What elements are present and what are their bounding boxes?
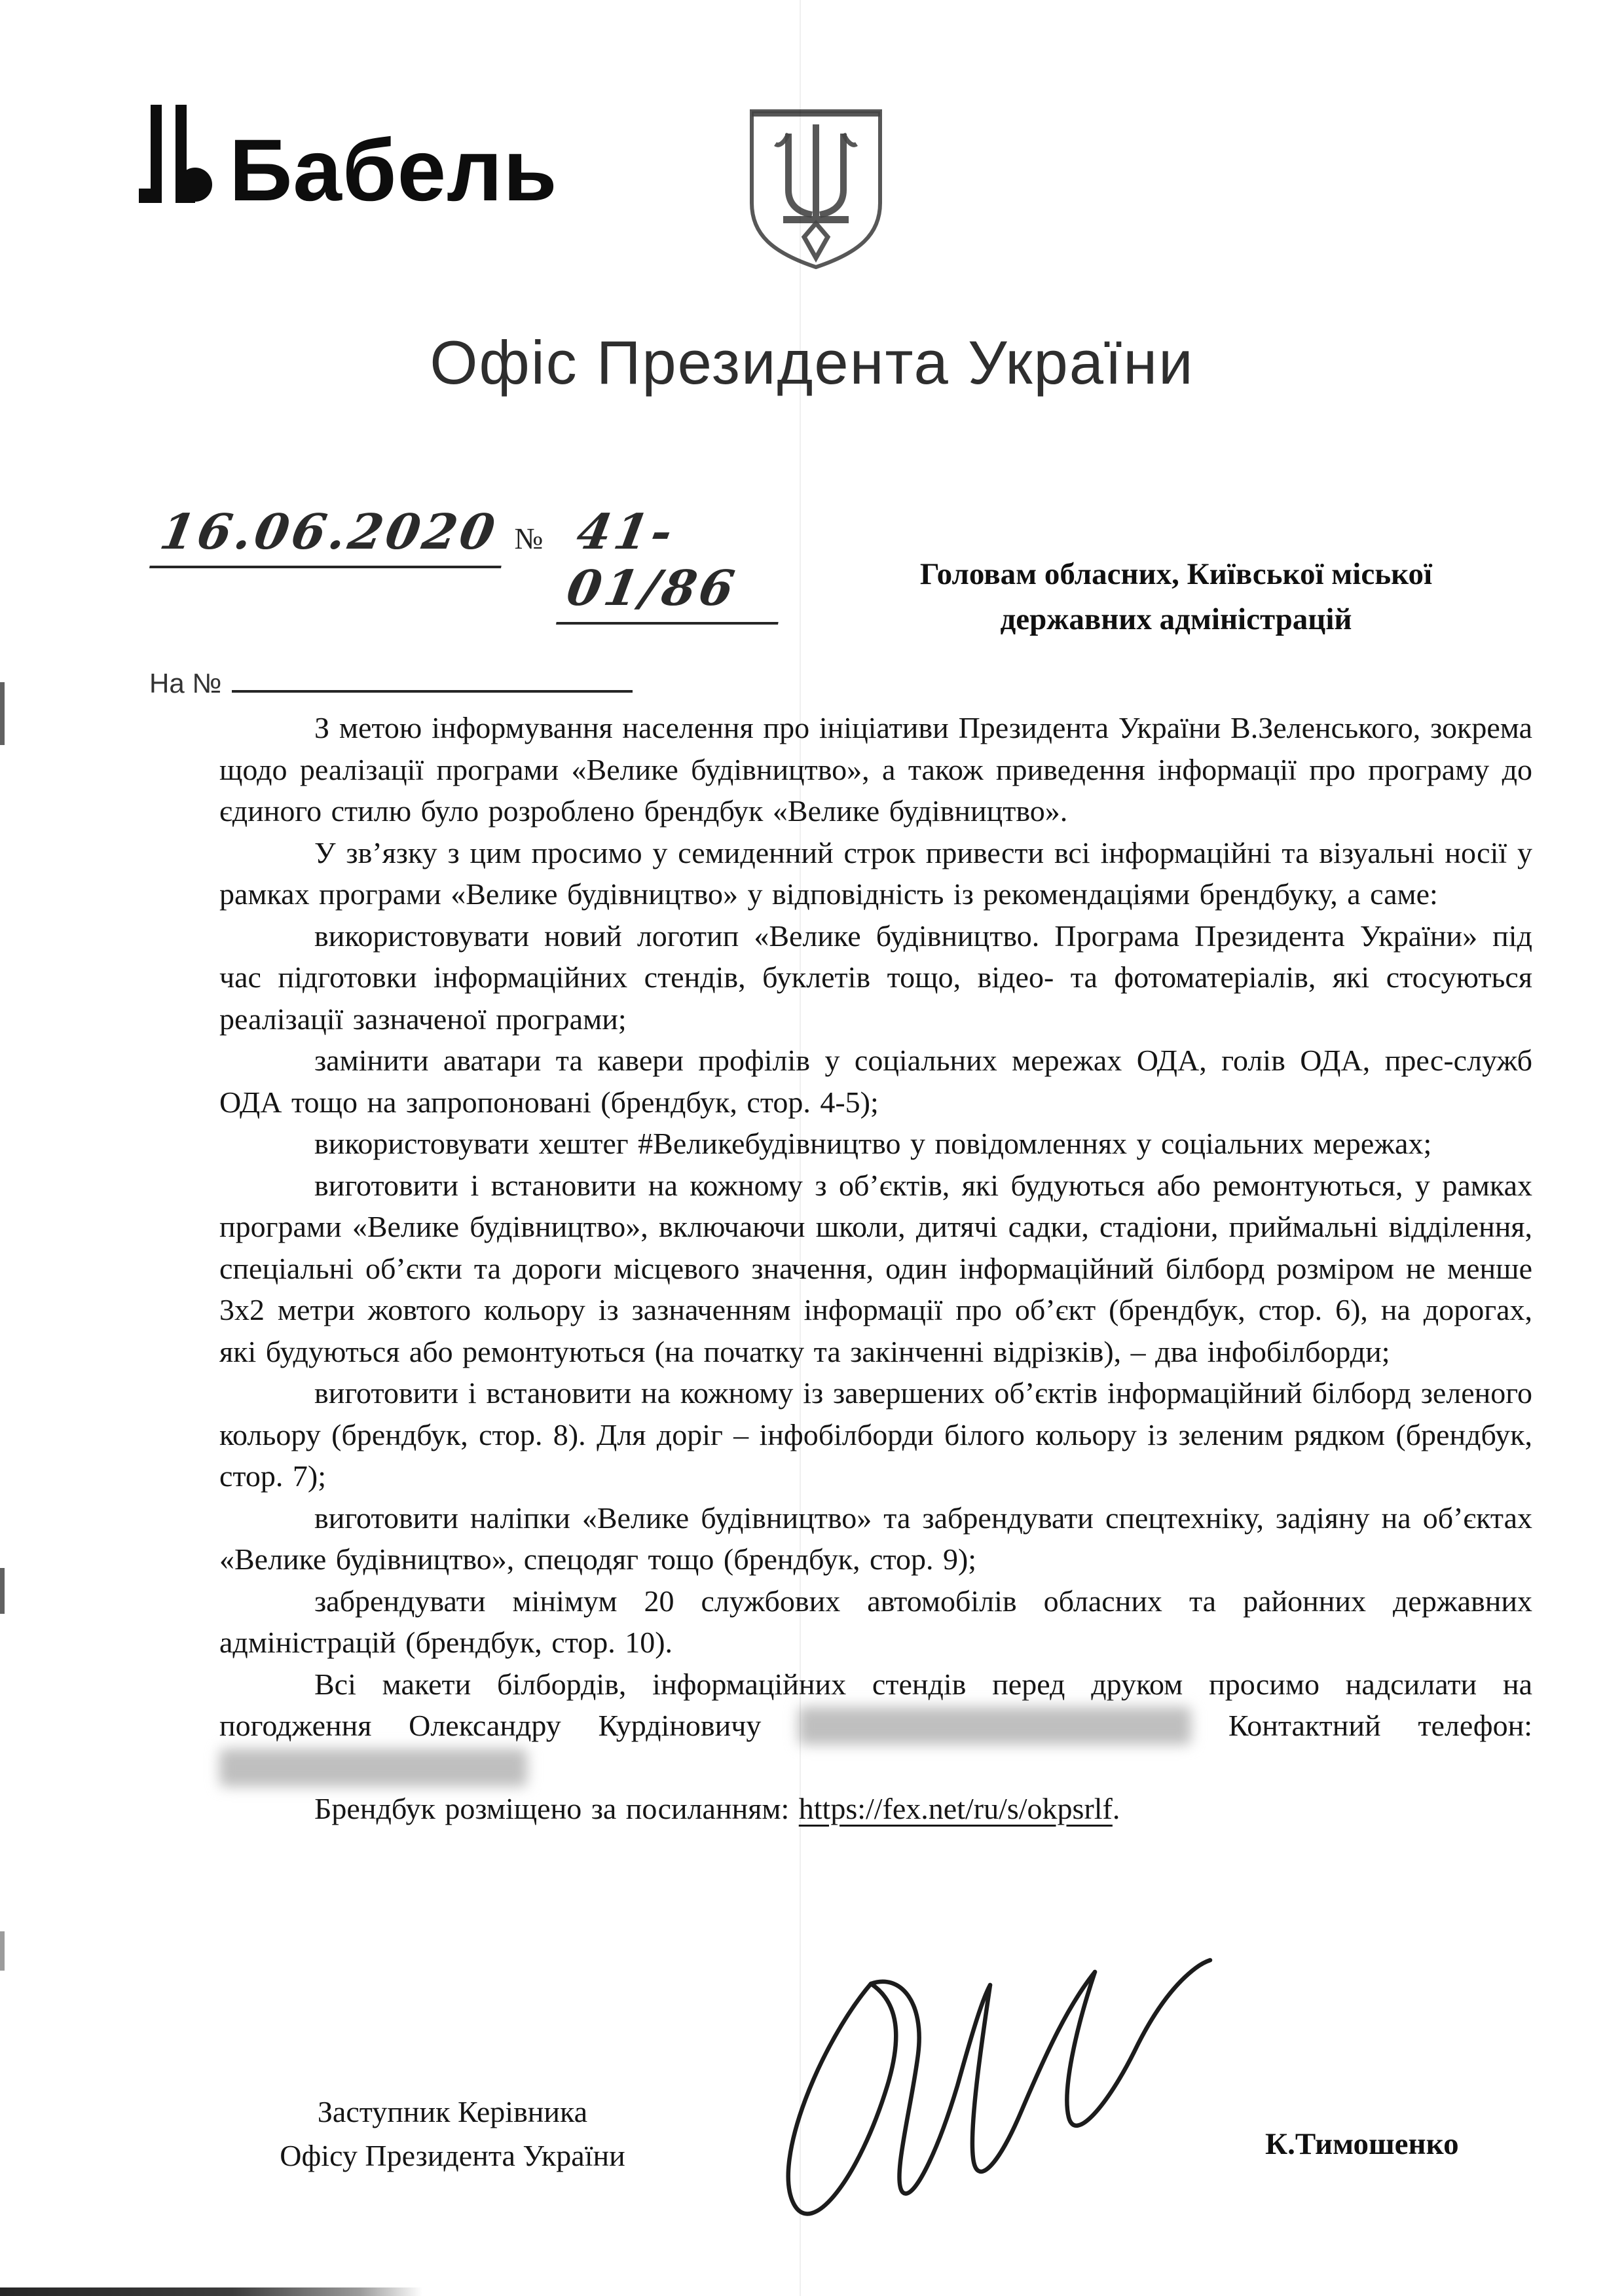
handwritten-number: 41-01/86	[556, 504, 799, 625]
brandbook-link-prefix: Брендбук розміщено за посиланням:	[314, 1792, 799, 1825]
handwritten-date: 16.06.2020	[149, 504, 513, 568]
body-paragraph-9: забрендувати мінімум 20 службових автомобілів обласних та районних державних адміністрацій (брендбук, стор. 10).	[219, 1584, 1532, 1659]
body-paragraph-8: виготовити наліпки «Велике будівництво» та забрендувати спецтехніку, задіяну на об’єктах «Велике будівництво», спецодяг тощо (брендбук, стор. 9);	[219, 1501, 1532, 1576]
date-number-row	[149, 504, 778, 625]
reply-reference-label: На №	[149, 668, 222, 699]
body-paragraph-4: замінити аватари та кавери профілів у соціальних мережах ОДА, голів ОДА, прес-служб ОДА тощо на запропоновані (брендбук, стор. 4-5);	[219, 1044, 1532, 1119]
reply-reference-row	[149, 663, 778, 699]
addressee-line1: Головам обласних, Київської міської	[919, 557, 1433, 591]
brandbook-link[interactable]: https://fex.net/ru/s/okpsrlf	[798, 1792, 1113, 1825]
scan-edge-artifact	[0, 682, 5, 745]
ukraine-trident-emblem-icon	[747, 106, 885, 274]
signatory-title	[261, 2090, 644, 2178]
signatory-title-line2: Офісу Президента України	[280, 2139, 625, 2172]
babel-logo	[139, 105, 558, 219]
org-name-heading: Офіс Президента України	[430, 328, 1194, 397]
babel-logo-icon	[139, 105, 212, 206]
signatory-title-line1: Заступник Керівника	[317, 2095, 588, 2128]
scan-edge-artifact	[0, 1931, 5, 1971]
body-paragraph-6: виготовити і встановити на кожному з об’єктів, які будуються або ремонтуються, у рамках програми «Велике будівництво», включаючи школи, дитячі садки, стадіони, приймальні відділення, спеціальні об’єкти та дороги місцевого значення, один інформаційний білборд розміром не менше 3х2 метри жовтого кольору із зазначенням інформації про об’єкт (брендбук, стор. 6), на дорогах, які будуються або ремонтуються (на початку та закінченні відрізків), – два інфобілборди;	[219, 1168, 1532, 1368]
body-paragraph-2: У зв’язку з цим просимо у семиденний строк привести всі інформаційні та візуальні носії у рамках програми «Велике будівництво» у відповідність із рекомендаціями брендбуку, а саме:	[219, 835, 1532, 911]
reference-block	[149, 504, 778, 699]
contact-text: Всі макети білбордів, інформаційних стендів перед друком просимо надсилати на погодження Олександру Курдіновичу	[219, 1667, 1532, 1742]
number-sign: №	[514, 522, 544, 555]
redacted-phone	[219, 1749, 527, 1787]
signatory-name: К.Тимошенко	[1265, 2127, 1459, 2161]
handwritten-signature	[674, 1956, 1238, 2241]
body-paragraph-1: З метою інформування населення про ініціативи Президента України В.Зеленського, зокрема щодо реалізації програми «Велике будівництво», а також приведення інформації про програму до єдиного стилю було розроблено брендбук «Велике будівництво».	[219, 711, 1532, 828]
addressee-block	[833, 552, 1519, 642]
body-paragraph-contact	[219, 1664, 1532, 1789]
contact-phone-label: Контактний телефон:	[1228, 1709, 1532, 1742]
body-paragraph-5: використовувати хештег #Великебудівництво у повідомленнях у соціальних мережах;	[314, 1127, 1432, 1160]
babel-logo-text: Бабель	[229, 122, 558, 219]
letter-body	[219, 707, 1532, 1830]
redacted-email	[798, 1707, 1191, 1745]
addressee-line2: державних адміністрацій	[1000, 602, 1352, 636]
body-paragraph-link	[219, 1788, 1532, 1830]
brandbook-link-suffix: .	[1112, 1792, 1120, 1825]
scan-fold-line	[800, 0, 801, 2296]
body-paragraph-7: виготовити і встановити на кожному із завершених об’єктів інформаційний білборд зеленого кольору (брендбук, стор. 8). Для доріг – інфобілборди білого кольору із зеленим рядком (брендбук, стор. 7);	[219, 1376, 1532, 1493]
reply-reference-blank-line	[232, 663, 633, 693]
body-paragraph-3: використовувати новий логотип «Велике будівництво. Програма Президента України» під час підготовки інформаційних стендів, буклетів тощо, відео- та фотоматеріалів, які стосуються реалізації зазначеної програми;	[219, 919, 1532, 1036]
scan-bottom-edge-artifact	[0, 2287, 422, 2296]
scan-edge-artifact	[0, 1568, 5, 1614]
